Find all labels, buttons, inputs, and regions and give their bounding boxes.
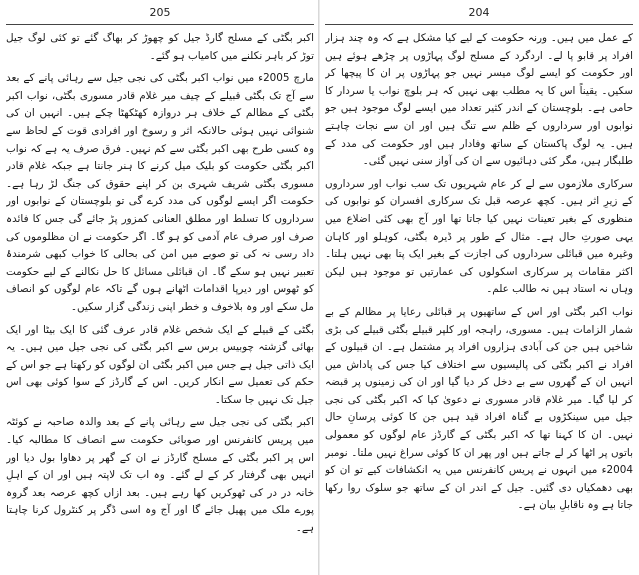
paragraph: اکبر بگٹی کے مسلح گارڈ جیل کو چھوڑ کر بھاگ گئے تو کئی لوگ جیل توڑ کر باہر نکلنے میں کامیاب ہو گئے۔	[6, 32, 314, 62]
page-body	[6, 30, 314, 571]
right-page	[325, 0, 633, 575]
left-page	[6, 0, 314, 575]
header-rule	[6, 24, 314, 25]
paragraph: مارچ 2005ء میں نواب اکبر بگٹی کی نجی جیل سے رہائی پانے کے بعد سے آج تک بگٹی قبیلے کے چیف میر غلام قادر مسوری بگٹی، نواب اکبر بگٹی کے مظالم کے خلاف ہر دروازہ کھٹکھٹا چکے ہیں۔ انہیں ان کی شنوائی نہیں ہوئی حالانکہ اثر و رسوخ اور افرادی قوت کے لحاظ سے وہ کسی طرح بھی اکبر بگٹی سے کم نہیں۔ فرق صرف یہ ہے کہ نواب اکبر بگٹی حکومت کو بلیک میل کرنے کا ہنر جانتا ہے جبکہ غلام قادر مسوری بگٹی شریف شہری بن کر اپنے حقوق کی جنگ لڑ رہا ہے۔ حکومت اگر ایسے لوگوں کی مدد کرے گی تو بلوچستان کے نوابوں اور سرداروں کا تسلط اور مطلق العنانی کمزور پڑ جائے گی جس کا فائدہ صرف اور صرف عام آدمی کو ہو گا۔ اگر حکومت نے ان مظلوموں کی داد رسی نہ کی تو صوبے میں امن کی بحالی کا خواب کبھی شرمندۂ تعبیر نہیں ہو سکے گا۔ ان قبائلی مسائل کا حل نکالنے کے لیے حکومت کو ٹھوس اور دیرپا اقدامات اٹھانے ہوں گے تاکہ عام لوگوں کو انصاف مل سکے اور وہ بلاخوف و خطر اپنی زندگی گزار سکیں۔	[6, 72, 314, 313]
paragraph: سرکاری ملازموں سے لے کر عام شہریوں تک سب نواب اور سرداروں کے زیرِ اثر ہیں۔ کچھ عرصہ قبل تک سرکاری افسران کو نوابوں کی منظوری کے بغیر تعینات نہیں کیا جاتا تھا اور آج بھی کئی اضلاع میں یہی صورتِ حال ہے۔ مثال کے طور پر ڈیرہ بگٹی، کوہلو اور کاہان وغیرہ میں قبائلی سرداروں کی اجازت کے بغیر ایک پتا بھی نہیں ہلتا۔ اکثر مقامات پر سرکاری اسکولوں کی عمارتیں تو موجود ہیں لیکن وہاں نہ استاد ہیں نہ طالب علم۔	[325, 177, 633, 296]
header-rule	[325, 24, 633, 25]
page-number: 204	[468, 6, 490, 19]
paragraph: نواب اکبر بگٹی اور اس کے ساتھیوں پر قبائلی رعایا پر مظالم کے بے شمار الزامات ہیں۔ مسوری، راہجہ اور کلپر قبیلے بگٹی قبیلے کی بڑی شاخیں ہیں جن کی آبادی ہزاروں افراد پر مشتمل ہے۔ ان قبیلوں کے افراد نے اکبر بگٹی کی پالیسیوں سے اختلاف کیا جس کی پاداش میں انہیں ان کے گھروں سے بے دخل کر دیا گیا اور ان کی زمینوں پر قبضہ کر لیا گیا۔ میر غلام قادر مسوری نے دعویٰ کیا کہ اکبر بگٹی کی نجی جیل میں سینکڑوں بے گناہ افراد قید ہیں جن کا کوئی پرسانِ حال نہیں۔ ان کا کہنا تھا کہ اکبر بگٹی کے گارڈز عام لوگوں کو معمولی باتوں پر اٹھا کر لے جاتے ہیں اور پھر ان کا کوئی سراغ نہیں ملتا۔ نومبر 2004ء میں انہوں نے پریس کانفرنس میں یہ انکشافات کیے تو ان کو بھی دھمکیاں دی گئیں۔ جیل کے اندر ان کے ساتھ جو سلوک روا رکھا جاتا ہے وہ ناقابلِ بیان ہے۔	[325, 305, 633, 512]
page-body	[325, 30, 633, 571]
page-number: 205	[149, 6, 171, 19]
paragraph: بگٹی کے قبیلے کے ایک شخص غلام قادر عرف گئی کا ایک بیٹا اور ایک بھائی گزشتہ چوبیس برس سے اکبر بگٹی کی نجی جیل میں ہیں۔ یہ ایک ذاتی جیل ہے جس میں اکبر بگٹی ان لوگوں کو رکھتا ہے جو اس کے حکم کی تعمیل سے انکار کریں۔ اس کے گارڈز کے سوا کوئی بھی اس جیل تک نہیں جا سکتا۔	[6, 323, 314, 406]
book-gutter	[318, 0, 320, 575]
paragraph: کے عمل میں ہیں۔ ورنہ حکومت کے لیے کیا مشکل ہے کہ وہ چند ہزار افراد پر قابو پا لے۔ اردگرد کے مسلح لوگ پہاڑوں پر چڑھے ہوئے ہیں اور حکومت کو ایسے لوگ میسر نہیں جو پہاڑوں پر ان کا پیچھا کر سکیں۔ یقیناً اس کا یہ مطلب بھی نہیں کہ ہر بلوچ نواب یا سردار کا حامی ہے۔ بلوچستان کے اندر کثیر تعداد میں ایسے لوگ موجود ہیں جو نوابوں اور سرداروں کے ظلم سے تنگ ہیں اور ان سے نجات چاہتے ہیں۔ یہ لوگ پاکستان کے ساتھ وفادار ہیں اور حکومت کی مدد کے طلبگار ہیں، مگر کئی دہائیوں سے ان کی آواز سنی نہیں گئی۔	[325, 32, 633, 168]
paragraph: اکبر بگٹی کی نجی جیل سے رہائی پانے کے بعد والدہ صاحبہ نے کوئٹہ میں پریس کانفرنس اور صوبائی حکومت سے انصاف کا مطالبہ کیا۔ اس پر اکبر بگٹی کے مسلح گارڈز نے ان کے گھر پر دھاوا بول دیا اور انہیں بھی گرفتار کر کے لے گئے۔ وہ اب تک لاپتہ ہیں اور ان کے اہلِ خانہ در در کی ٹھوکریں کھا رہے ہیں۔ بعد ازاں کچھ عرصہ بعد گروہ پورے ملک میں پھیل جائے گا اور آج وہ اسی ڈگر پر کنٹرول کرنا چاہتا ہے۔	[6, 416, 314, 535]
